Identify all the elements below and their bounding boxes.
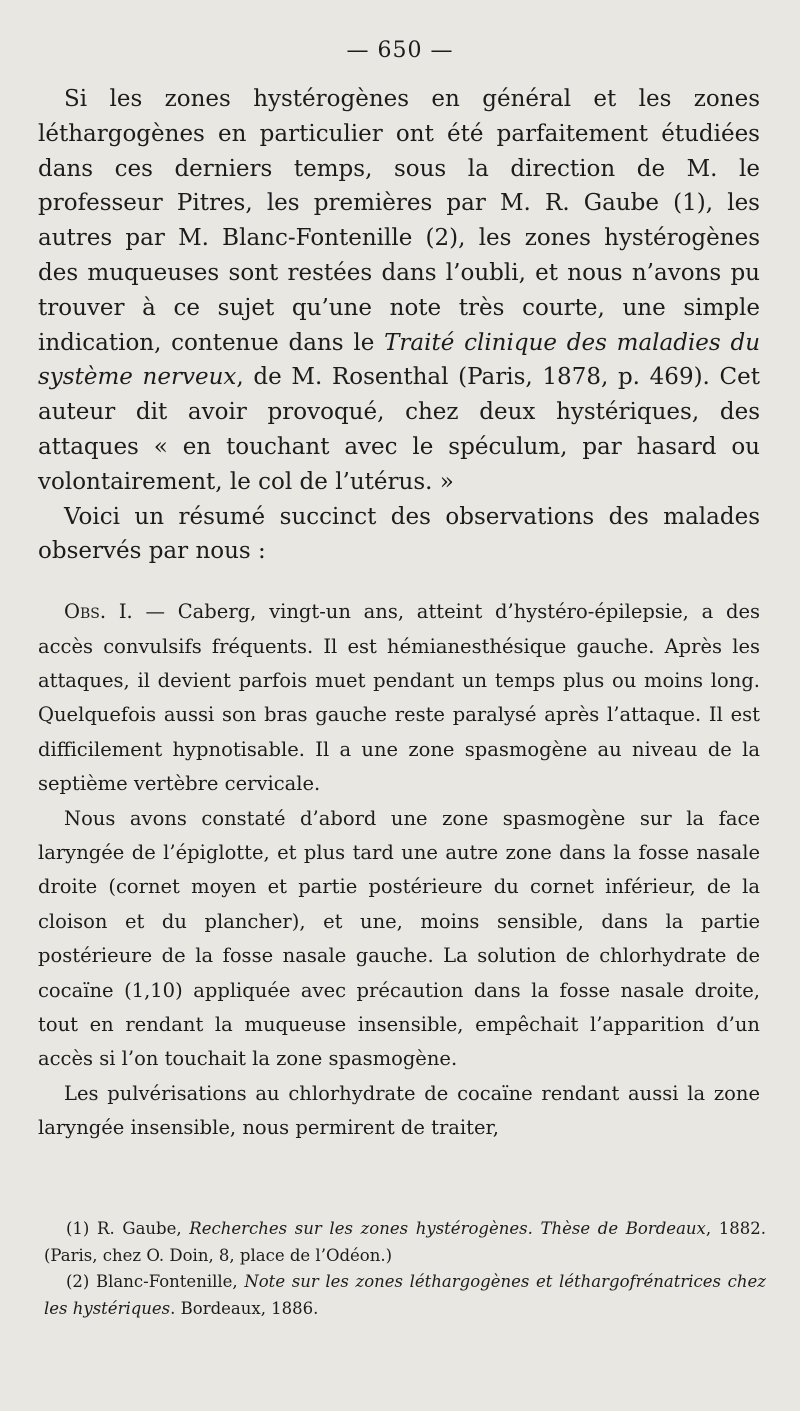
observation-label: Obs. I. [64,600,133,624]
paragraph-intro-text-a: Si les zones hystérogènes en général et les zones léthargogènes en particulier ont été parfaitement étudiées dans ces derniers temps, sous la direction de M. le professeur Pitres, les premières par M. R. Gaube (1), les autres par M. Blanc-Fontenille (2), les zones hystérogènes des muqueuses sont restées dans l’oubli, et nous n’avons pu trouver à ce sujet qu’une note très courte, une simple indication, contenue dans le [38,86,760,356]
footnote-1 [44,1216,766,1269]
observation-text: — Caberg, vingt-un ans, atteint d’hystéro-épilepsie, a des accès convulsifs fréquents. Il est hémianesthésique gauche. Après les attaques, il devient parfois muet pendant un temps plus ou moins long. Quelquefois aussi son bras gauche reste paralysé après l’attaque. Il est difficilement hypnotisable. Il a une zone spasmogène au niveau de la septième vertèbre cervicale. [38,600,760,796]
footnote-1-text-b: , 1882. (Paris, chez O. Doin, 8, place de l’Odéon.) [44,1219,766,1265]
body-text [38,82,760,1146]
paragraph-treatment: Les pulvérisations au chlorhydrate de cocaïne rendant aussi la zone laryngée insensible, nous permirent de traiter, [38,1081,760,1140]
footnote-1-title: Recherches sur les zones hystérogènes. Thèse de Bordeaux [189,1219,706,1238]
paragraph-findings: Nous avons constaté d’abord une zone spasmogène sur la face laryngée de l’épiglotte, et plus tard une autre zone dans la fosse nasale droite (cornet moyen et partie postérieure du cornet inférieur, de la cloison et du plancher), et une, moins sensible, dans la partie postérieure de la fosse nasale gauche. La solution de chlorhydrate de cocaïne (1,10) appliquée avec précaution dans la fosse nasale droite, tout en rendant la muqueuse insensible, empêchait l’apparition d’un accès si l’on touchait la zone spasmogène. [38,806,760,1071]
footnotes [44,1216,766,1322]
footnote-1-text-a: (1) R. Gaube, [66,1219,190,1238]
book-title-rosenthal: Traité clinique des maladies du système nerveux [38,329,761,391]
page-number: — 650 — [346,38,454,63]
footnote-2-text-a: (2) Blanc-Fontenille, [66,1272,245,1291]
paragraph-summary: Voici un résumé succinct des observations des malades observés par nous : [38,503,760,565]
paragraph-intro-text-b: , de M. Rosenthal (Paris, 1878, p. 469). Cet auteur dit avoir provoqué, chez deux hystériques, des attaques « en touchant avec le spéculum, par hasard ou volontairement, le col de l’utérus. » [38,364,760,495]
paragraph-intro [38,82,760,500]
footnote-2-text-b: . Bordeaux, 1886. [170,1298,319,1318]
footnote-2-title: Note sur les zones léthargogènes et léthargofrénatrices chez les hystériques [44,1272,766,1318]
footnote-2 [44,1269,766,1322]
paragraph-observation-1 [38,595,760,801]
